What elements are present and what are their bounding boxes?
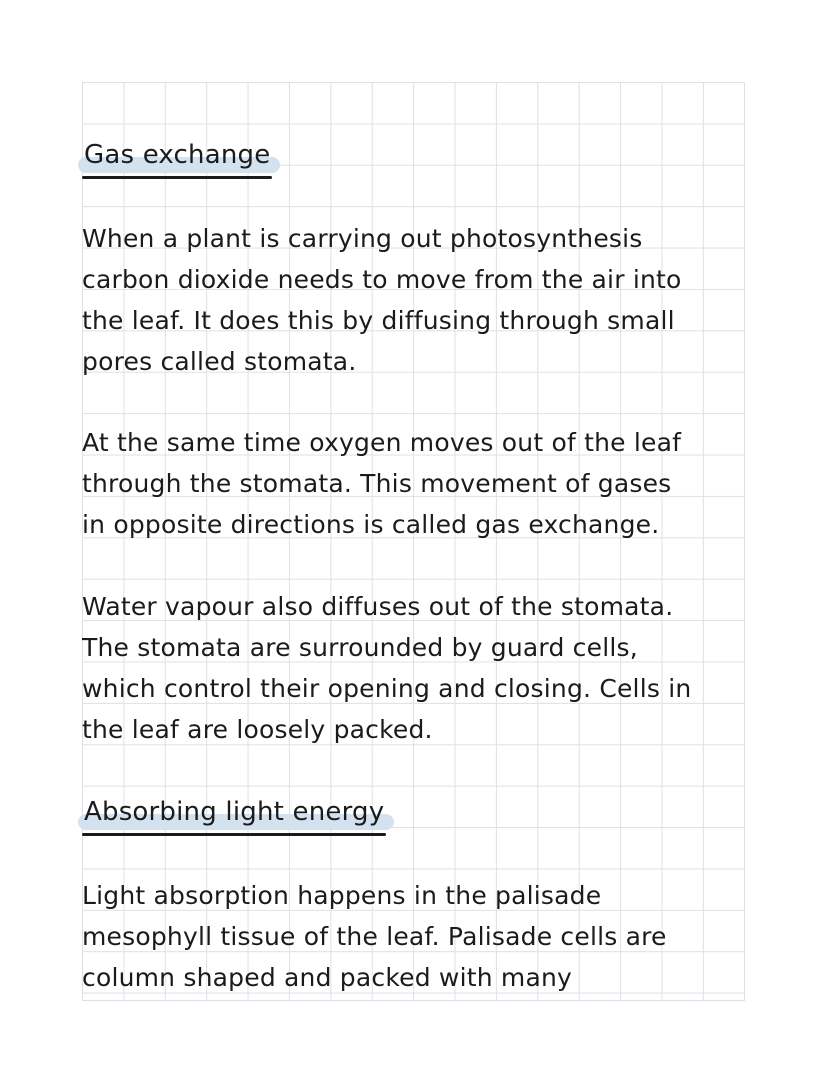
- paragraph-oxygen-exchange: [82, 422, 681, 545]
- heading-text: Gas exchange: [84, 140, 271, 170]
- text-line: pores called stomata.: [82, 347, 357, 376]
- text-line: through the stomata. This movement of gases: [82, 469, 672, 498]
- text-line: mesophyll tissue of the leaf. Palisade cells are: [82, 922, 667, 951]
- heading-text: Absorbing light energy: [84, 797, 385, 827]
- text-line: Water vapour also diffuses out of the stomata.: [82, 592, 674, 621]
- heading-underline: [82, 833, 386, 836]
- text-line: which control their opening and closing. Cells in: [82, 674, 692, 703]
- text-line: carbon dioxide needs to move from the air into: [82, 265, 682, 294]
- paragraph-stomata-diffusion: [82, 218, 682, 382]
- text-line: the leaf. It does this by diffusing through small: [82, 306, 675, 335]
- text-line: the leaf are loosely packed.: [82, 715, 433, 744]
- heading-gas-exchange: [82, 137, 272, 173]
- text-line: column shaped and packed with many: [82, 963, 573, 992]
- text-line: At the same time oxygen moves out of the leaf: [82, 428, 682, 457]
- paragraph-water-vapour: [82, 586, 691, 750]
- text-line: in opposite directions is called gas exchange.: [82, 510, 660, 539]
- text-line: Light absorption happens in the palisade: [82, 881, 602, 910]
- text-line: The stomata are surrounded by guard cells,: [82, 633, 638, 662]
- heading-absorbing-light-energy: [82, 794, 386, 830]
- paragraph-light-absorption: [82, 875, 667, 998]
- heading-underline: [82, 176, 272, 179]
- text-line: When a plant is carrying out photosynthesis: [82, 224, 643, 253]
